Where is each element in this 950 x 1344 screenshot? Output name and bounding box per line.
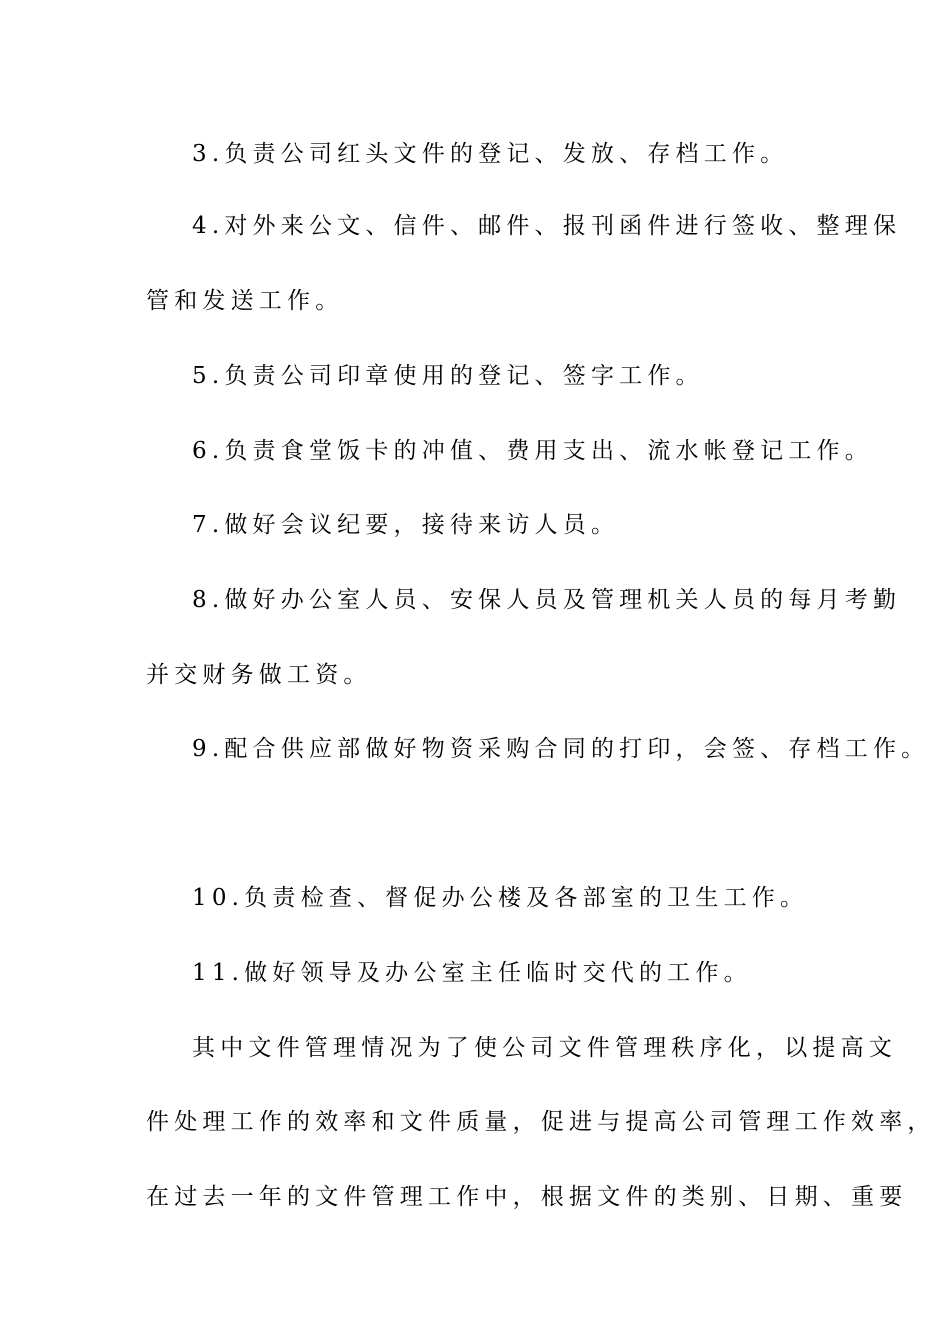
item-5-text: 5.负责公司印章使用的登记、签字工作。 <box>192 363 704 389</box>
summary-paragraph-line-1: 其中文件管理情况为了使公司文件管理秩序化，以提高文 <box>192 1035 897 1061</box>
item-6-text: 6.负责食堂饭卡的冲值、费用支出、流水帐登记工作。 <box>192 438 873 464</box>
item-4-text-line-2: 管和发送工作。 <box>146 288 344 314</box>
item-4-text-line-1: 4.对外来公文、信件、邮件、报刊函件进行签收、整理保 <box>192 213 902 239</box>
summary-paragraph-line-2: 件处理工作的效率和文件质量，促进与提高公司管理工作效率， <box>146 1109 936 1135</box>
item-9-text: 9.配合供应部做好物资采购合同的打印，会签、存档工作。 <box>192 736 930 762</box>
item-11-text: 11.做好领导及办公室主任临时交代的工作。 <box>192 960 752 986</box>
item-8-text-line-2: 并交财务做工资。 <box>146 662 372 688</box>
summary-paragraph-line-3: 在过去一年的文件管理工作中，根据文件的类别、日期、重要 <box>146 1184 908 1210</box>
item-7-text: 7.做好会议纪要，接待来访人员。 <box>192 512 620 538</box>
item-3-text: 3.负责公司红头文件的登记、发放、存档工作。 <box>192 141 789 167</box>
item-10-text: 10.负责检查、督促办公楼及各部室的卫生工作。 <box>192 885 809 911</box>
item-8-text-line-1: 8.做好办公室人员、安保人员及管理机关人员的每月考勤 <box>192 587 902 613</box>
